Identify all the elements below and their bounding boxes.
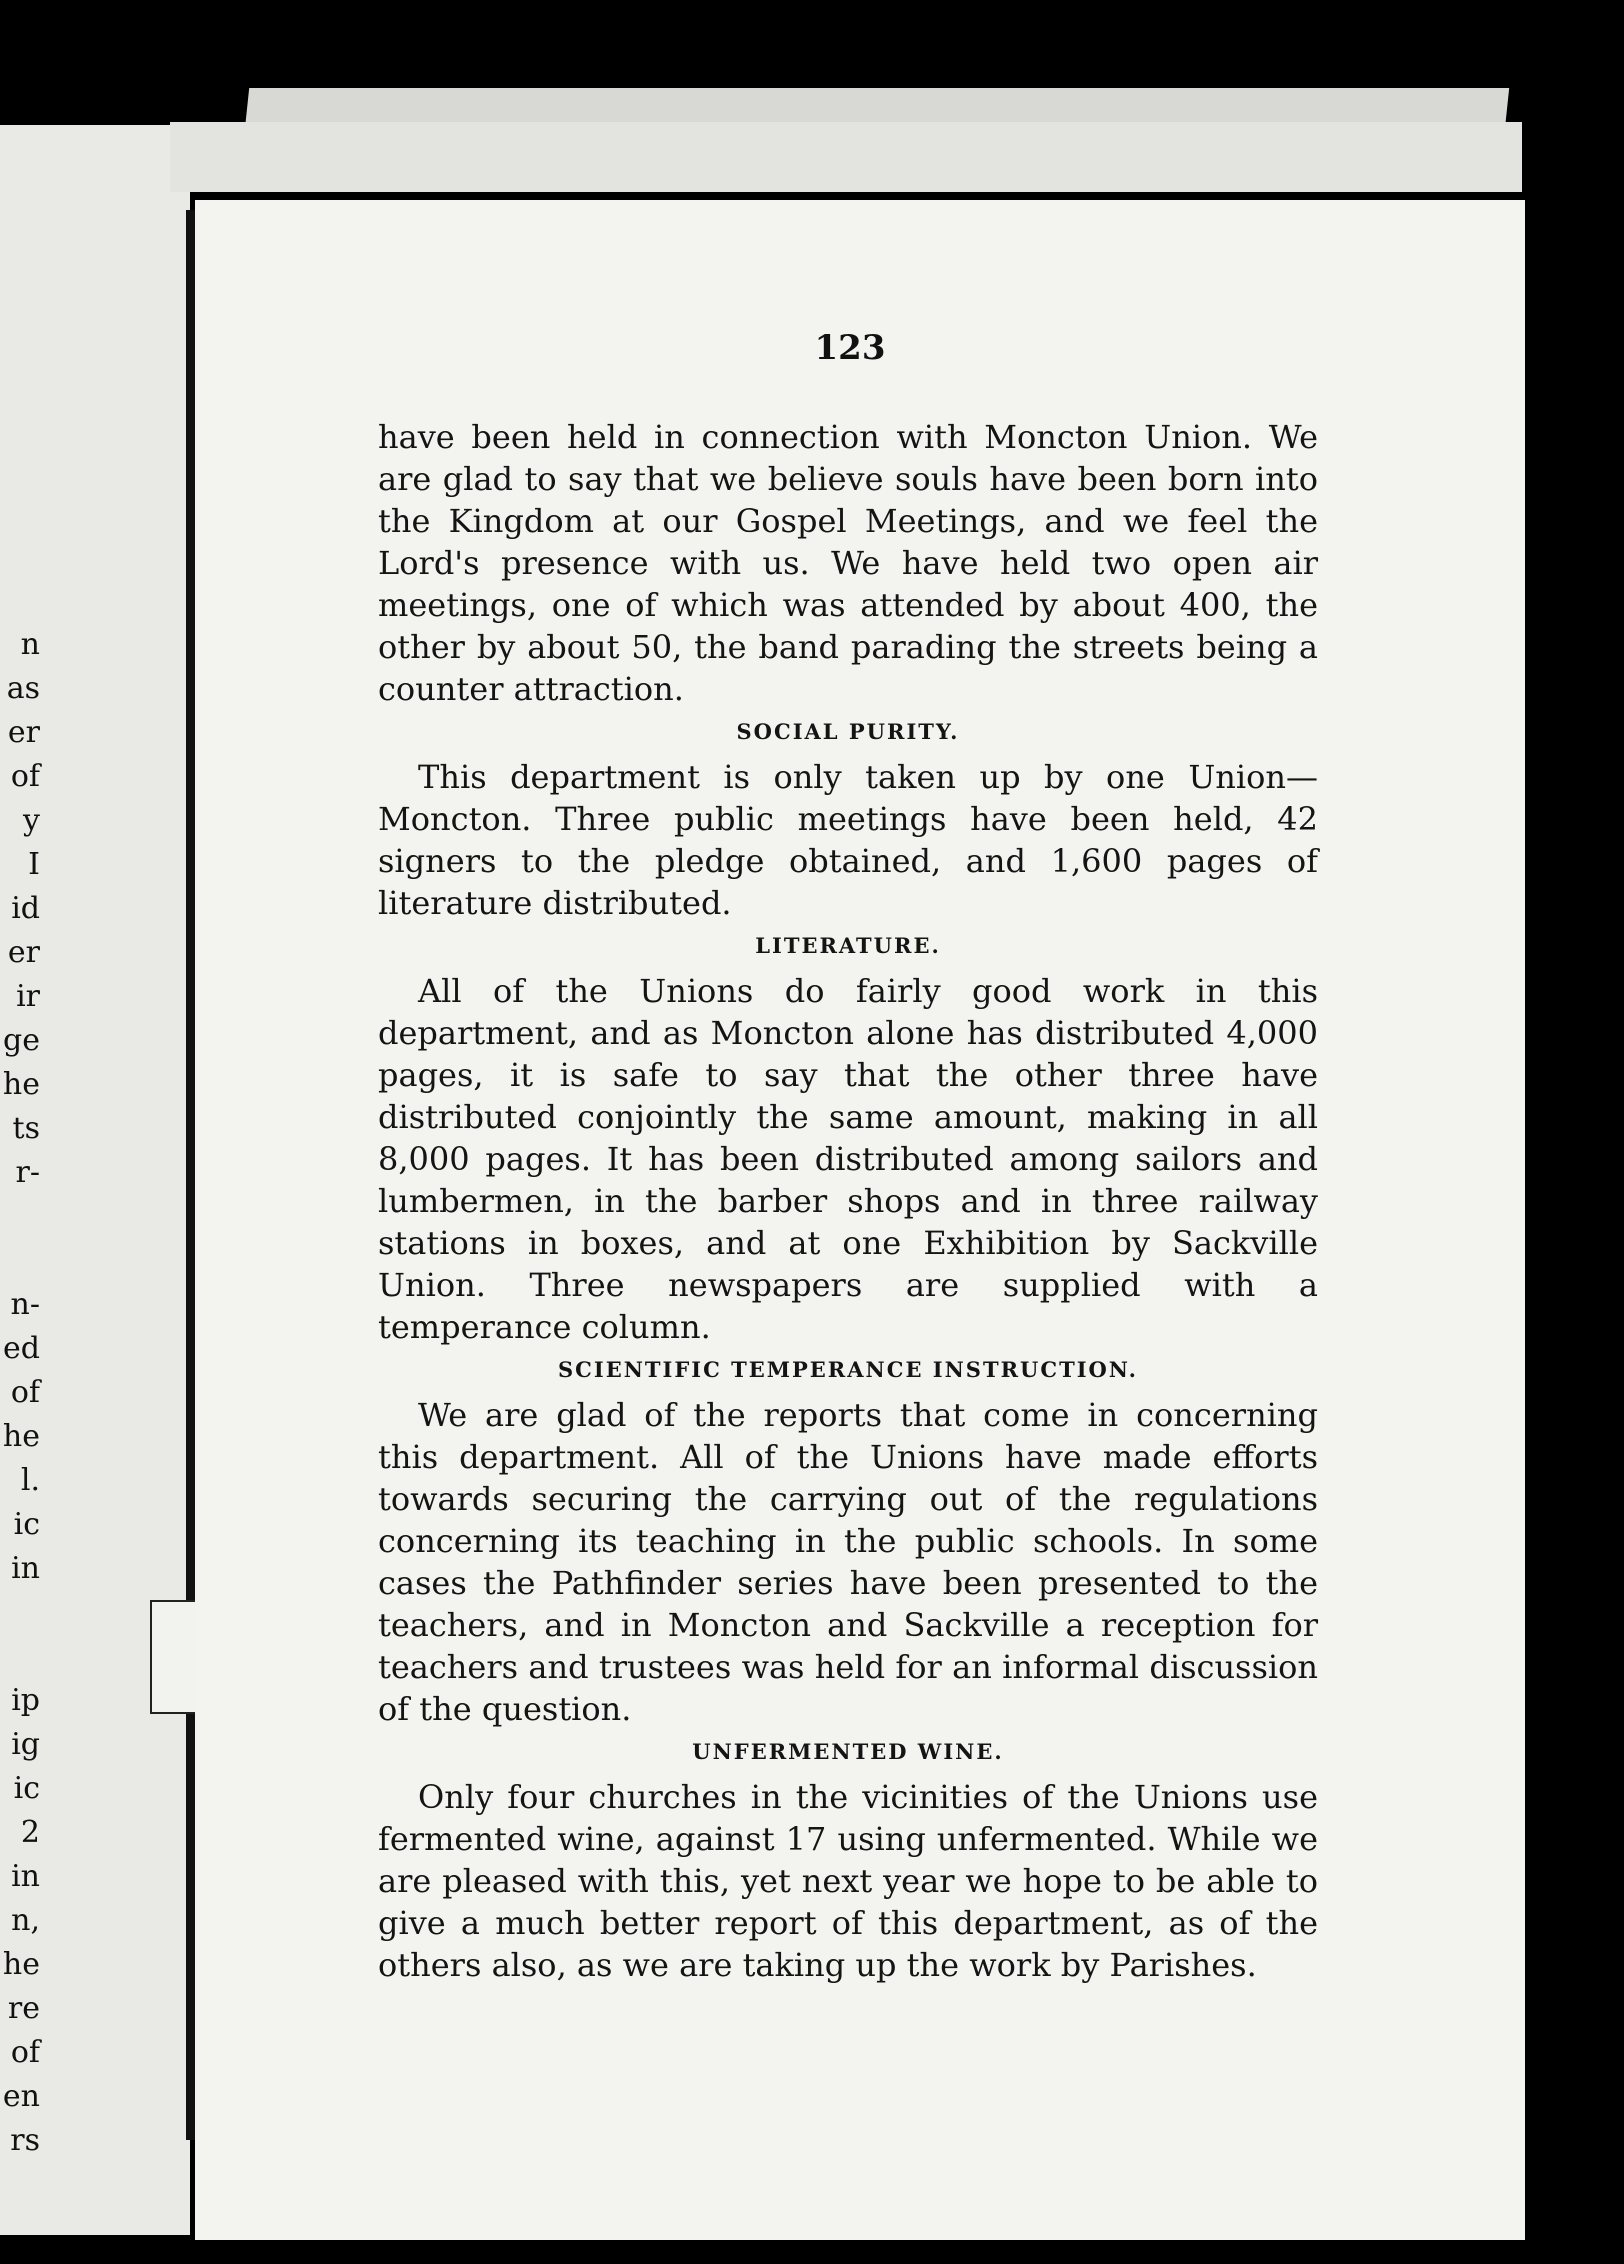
heading-scientific-temperance-instruction: SCIENTIFIC TEMPERANCE INSTRUCTION.	[558, 1357, 1138, 1382]
previous-page-fragment: he	[2, 1947, 40, 1982]
page-number: 123	[814, 328, 886, 368]
previous-page-fragment: in	[11, 1551, 40, 1586]
previous-page-fragment: ed	[3, 1331, 40, 1366]
previous-page-fragment: he	[2, 1067, 40, 1102]
previous-page-fragment: y	[23, 803, 40, 838]
previous-page-fragment	[0, 1635, 40, 1679]
previous-page-fragment: of	[10, 1375, 40, 1410]
previous-page-fragment: of	[10, 2035, 40, 2070]
previous-page-fragment: en	[2, 2079, 40, 2114]
previous-page-text-fragments	[0, 623, 40, 2163]
previous-page-edge	[0, 125, 190, 2235]
paragraph-scientific-temperance-instruction: We are glad of the reports that come in concerning this department. All of the Unions have made efforts towards securing the carrying out of the regulations concerning its teaching in the public schools. In some cases the Pathfinder series have been presented to the teachers, and in Moncton and Sackville a reception for teachers and trustees was held for an informal discussion of the question.	[378, 1396, 1318, 1728]
previous-page-fragment: ic	[13, 1507, 40, 1542]
previous-page-fragment: as	[6, 671, 40, 706]
previous-page-fragment: ts	[12, 1111, 40, 1146]
previous-page-fragment: n-	[10, 1287, 40, 1322]
page-body	[378, 416, 1318, 1986]
heading-unfermented-wine: UNFERMENTED WINE.	[692, 1739, 1004, 1764]
previous-page-fragment: he	[2, 1419, 40, 1454]
paragraph-literature: All of the Unions do fairly good work in this department, and as Moncton alone has distributed 4,000 pages, it is safe to say that the other three have distributed conjointly the same amount, making in all 8,000 pages. It has been distributed among sailors and lumbermen, in the barber shops and in three railway stations in boxes, and at one Exhibition by Sackville Union. Three newspapers are supplied with a temperance column.	[378, 972, 1318, 1346]
previous-page-fragment	[0, 1195, 40, 1239]
previous-page-fragment: ic	[13, 1771, 40, 1806]
previous-page-fragment: I	[28, 847, 40, 882]
previous-page-fragment: l.	[20, 1463, 40, 1498]
previous-page-fragment: n	[20, 627, 40, 662]
previous-page-fragment: 2	[20, 1815, 40, 1850]
paragraph-unfermented-wine: Only four churches in the vicinities of the Unions use fermented wine, against 17 using unfermented. While we are pleased with this, yet next year we hope to be able to give a much better report of this department, as of the others also, as we are taking up the work by Parishes.	[378, 1778, 1318, 1984]
paragraph-intro: have been held in connection with Moncton Union. We are glad to say that we believe souls have been born into the Kingdom at our Gospel Meetings, and we feel the Lord's presence with us. We have held two open air meetings, one of which was attended by about 400, the other by about 50, the band parading the streets being a counter attraction.	[378, 418, 1318, 708]
previous-page-fragment: id	[11, 891, 40, 926]
heading-literature: LITERATURE.	[755, 933, 941, 958]
previous-page-fragment: ig	[11, 1727, 40, 1762]
previous-page-fragment: r-	[15, 1155, 40, 1190]
heading-social-purity: SOCIAL PURITY.	[736, 719, 960, 744]
previous-page-fragment: in	[11, 1859, 40, 1894]
previous-page-fragment: ge	[3, 1023, 40, 1058]
previous-page-fragment: of	[10, 759, 40, 794]
previous-page-fragment	[0, 1591, 40, 1635]
previous-page-fragment: rs	[10, 2123, 40, 2158]
paragraph-social-purity: This department is only taken up by one Union—Moncton. Three public meetings have been held, 42 signers to the pledge obtained, and 1,600 pages of literature distributed.	[378, 758, 1318, 922]
previous-page-fragment: ir	[16, 979, 40, 1014]
previous-page-fragment: ip	[11, 1683, 40, 1718]
page-stack-edge	[170, 122, 1522, 192]
previous-page-fragment: re	[7, 1991, 40, 2026]
book-spine	[186, 210, 195, 2140]
previous-page-fragment	[0, 1239, 40, 1283]
previous-page-fragment: er	[7, 715, 40, 750]
previous-page-fragment: n,	[11, 1903, 40, 1938]
previous-page-fragment: er	[7, 935, 40, 970]
